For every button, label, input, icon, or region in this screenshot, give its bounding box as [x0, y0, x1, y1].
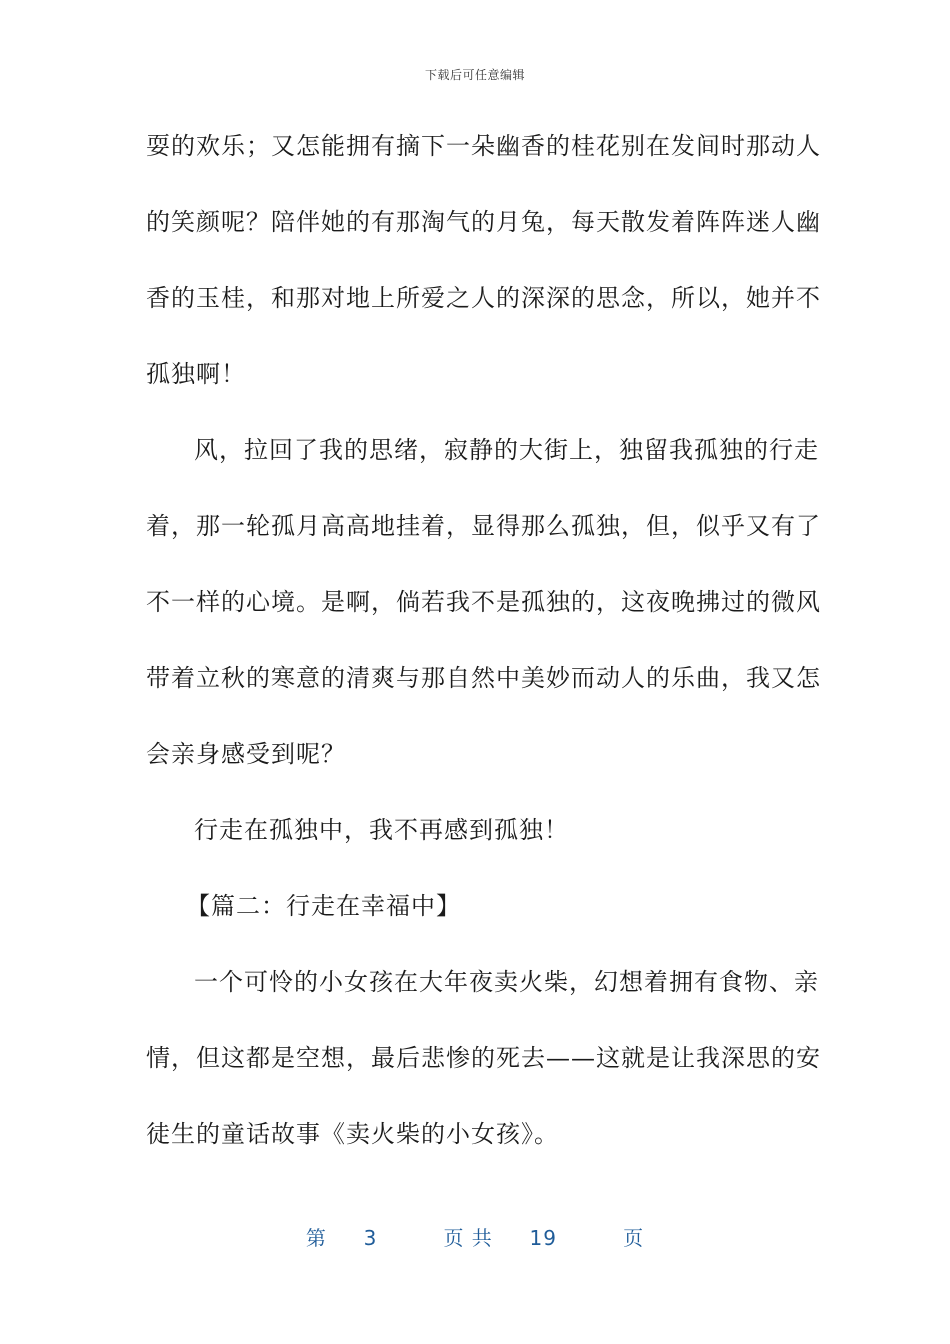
text-line: 着，那一轮孤月高高地挂着，显得那么孤独，但，似乎又有了	[146, 512, 821, 540]
text-line: 会亲身感受到呢？	[146, 740, 346, 768]
page-header: 下载后可任意编辑	[424, 68, 525, 82]
section-heading: 【篇二：行走在幸福中】	[186, 892, 461, 920]
text-line: 不一样的心境。是啊，倘若我不是孤独的，这夜晚拂过的微风	[146, 588, 821, 616]
footer-total-pages: 19	[529, 1226, 557, 1250]
text-line: 行走在孤独中，我不再感到孤独！	[194, 816, 569, 844]
text-line: 的笑颜呢？陪伴她的有那淘气的月兔，每天散发着阵阵迷人幽	[146, 208, 821, 236]
footer-label-page: 第	[305, 1226, 327, 1250]
text-line: 耍的欢乐；又怎能拥有摘下一朵幽香的桂花别在发间时那动人	[146, 132, 821, 160]
text-line: 一个可怜的小女孩在大年夜卖火柴，幻想着拥有食物、亲	[194, 968, 819, 996]
footer-current-page: 3	[363, 1226, 378, 1250]
text-line: 情，但这都是空想，最后悲惨的死去——这就是让我深思的安	[146, 1044, 821, 1072]
text-line: 带着立秋的寒意的清爽与那自然中美妙而动人的乐曲，我又怎	[146, 664, 821, 692]
page-footer	[0, 1222, 950, 1251]
text-line: 孤独啊！	[146, 360, 246, 388]
text-line: 香的玉桂，和那对地上所爱之人的深深的思念，所以，她并不	[146, 284, 821, 312]
text-line: 风，拉回了我的思绪，寂静的大街上，独留我孤独的行走	[194, 436, 819, 464]
document-body	[146, 118, 821, 1182]
footer-label-of: 页 共	[443, 1226, 493, 1250]
text-line: 徒生的童话故事《卖火柴的小女孩》。	[146, 1120, 559, 1148]
footer-label-pages: 页	[623, 1226, 645, 1250]
